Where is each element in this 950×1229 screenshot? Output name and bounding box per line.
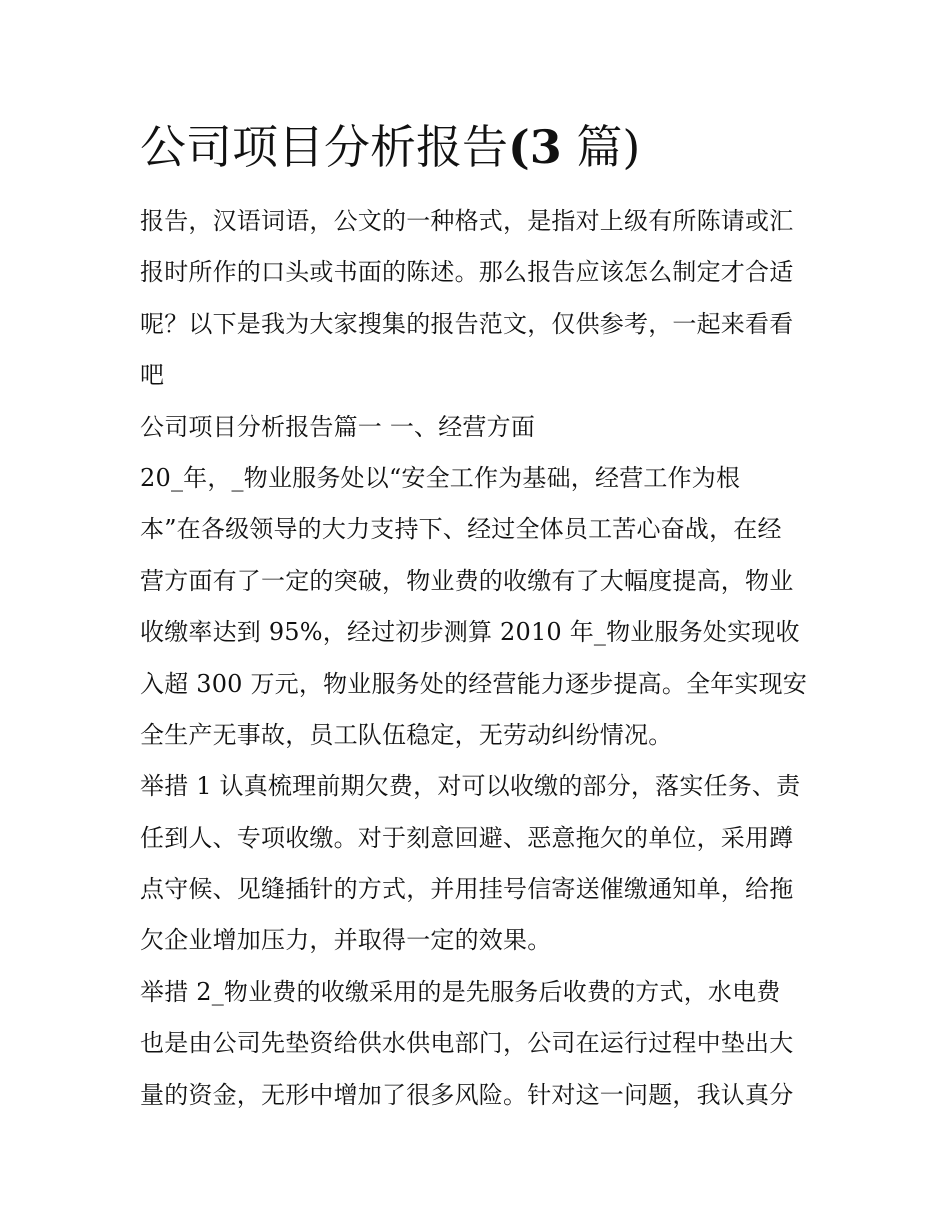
text-line: 举措 1 认真梳理前期欠费，对可以收缴的部分，落实任务、责 (140, 772, 801, 801)
text-line: 入超 300 万元，物业服务处的经营能力逐步提高。全年实现安 (140, 669, 808, 698)
text-line: 吧 (140, 361, 165, 390)
text-line: 20_年，_物业服务处以“安全工作为基础，经营工作为根 (140, 463, 741, 492)
text-line: 报时所作的口头或书面的陈述。那么报告应该怎么制定才合适 (140, 258, 794, 287)
text-line: 营方面有了一定的突破，物业费的收缴有了大幅度提高，物业 (140, 566, 794, 595)
text-line: 收缴率达到 95%，经过初步测算 2010 年_物业服务处实现收 (140, 618, 800, 647)
text-line: 点守候、见缝插针的方式，并用挂号信寄送催缴通知单，给拖 (140, 875, 794, 904)
text-line: 全生产无事故，员工队伍稳定，无劳动纠纷情况。 (140, 720, 673, 749)
text-line: 也是由公司先垫资给供水供电部门，公司在运行过程中垫出大 (140, 1029, 794, 1058)
text-line: 量的资金，无形中增加了很多风险。针对这一问题，我认真分 (140, 1080, 794, 1109)
text-line: 呢？以下是我为大家搜集的报告范文，仅供参考，一起来看看 (140, 309, 794, 338)
text-line: 本”在各级领导的大力支持下、经过全体员工苦心奋战，在经 (140, 515, 782, 544)
text-line: 欠企业增加压力，并取得一定的效果。 (140, 926, 552, 955)
title-paren-open: ( (508, 120, 530, 174)
title-paren-text: 篇) (561, 120, 641, 174)
section-heading: 公司项目分析报告篇一 一、经营方面 (140, 412, 536, 441)
text-line: 举措 2_物业费的收缴采用的是先服务后收费的方式，水电费 (140, 977, 781, 1006)
text-line: 报告，汉语词语，公文的一种格式，是指对上级有所陈请或汇 (140, 207, 794, 235)
document-title (140, 116, 840, 178)
title-main: 公司项目分析报告 (140, 120, 508, 174)
title-count: 3 (529, 120, 562, 174)
document-body (140, 196, 820, 1121)
text-line: 任到人、专项收缴。对于刻意回避、恶意拖欠的单位，采用蹲 (140, 823, 794, 852)
